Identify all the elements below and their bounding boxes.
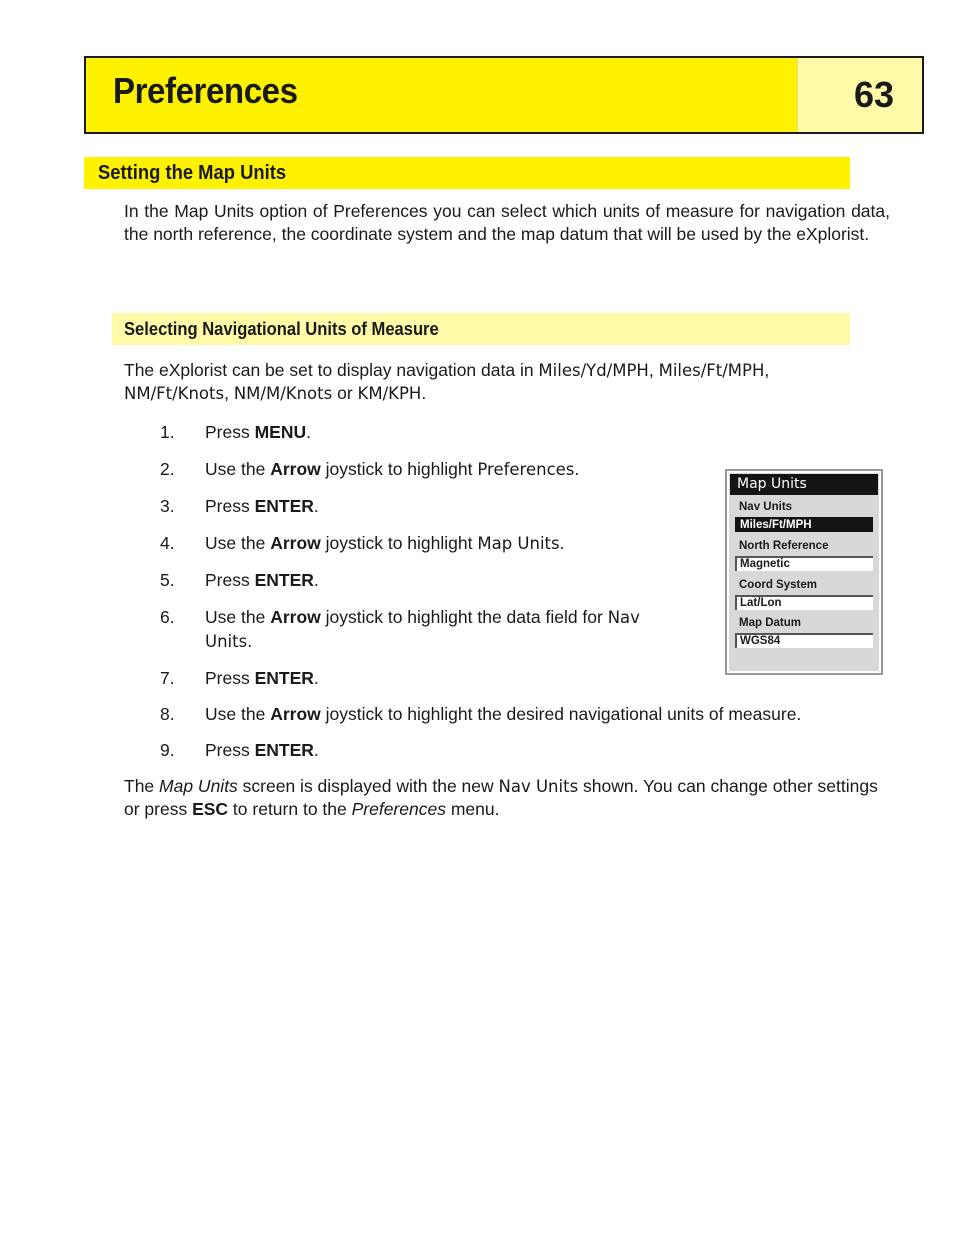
text: Press (205, 740, 255, 760)
coord-system-field[interactable]: Lat/Lon (735, 595, 873, 610)
step-number: 3. (160, 496, 175, 516)
step-number: 7. (160, 668, 175, 688)
text: , (224, 383, 234, 403)
key-name: ENTER (254, 668, 314, 688)
intro-paragraph: In the Map Units option of Preferences you can select which units of measure for navigation data, the north reference, the coordinate system and the map datum that will be used by the eXplorist. (124, 201, 890, 244)
north-reference-label: North Reference (739, 540, 829, 552)
text: . (421, 383, 427, 403)
text: . (313, 570, 319, 590)
text: . (574, 459, 580, 479)
text: shown. You can change other settings or press (124, 776, 878, 819)
key-name: Arrow (270, 459, 321, 479)
text: . (313, 668, 319, 688)
text: . (313, 496, 319, 516)
section-heading (84, 157, 850, 189)
map-datum-field[interactable]: WGS84 (735, 633, 873, 648)
map-datum-label: Map Datum (739, 617, 801, 629)
nav-units-label: Nav Units (739, 501, 793, 513)
coord-system-label: Coord System (739, 579, 817, 591)
unit-option: NM/Ft/Knots (124, 384, 225, 403)
nav-units-field[interactable]: Miles/Ft/MPH (735, 517, 873, 532)
text: . (559, 533, 565, 553)
unit-option: NM/M/Knots (233, 384, 333, 403)
text: Press (205, 570, 255, 590)
key-name: Arrow (270, 533, 321, 553)
key-name: ENTER (254, 496, 314, 516)
step-number: 6. (160, 607, 175, 627)
text: or (332, 383, 358, 403)
key-name: ENTER (254, 570, 314, 590)
subsection-heading (112, 313, 850, 345)
subsection-title: Selecting Navigational Units of Measure (124, 319, 439, 339)
key-name: Arrow (270, 704, 321, 724)
text: The (124, 776, 160, 796)
north-reference-field[interactable]: Magnetic (735, 556, 873, 571)
text: Use the (205, 533, 271, 553)
key-name: ESC (192, 799, 229, 819)
menu-name: Preferences (477, 460, 575, 479)
text: . (313, 740, 319, 760)
step-number: 2. (160, 459, 175, 479)
units-paragraph (124, 359, 890, 405)
text: Use the (205, 459, 271, 479)
page-title: Preferences (113, 70, 298, 111)
menu-name: Preferences (351, 799, 446, 819)
text: , (648, 360, 659, 380)
unit-option: KM/KPH (357, 384, 422, 403)
text: menu. (445, 799, 500, 819)
page-header (84, 56, 924, 134)
menu-name: Nav (607, 608, 640, 627)
result-paragraph (124, 775, 890, 821)
step-number: 8. (160, 704, 175, 724)
text: screen is displayed with the new (237, 776, 499, 796)
page-number: 63 (853, 74, 894, 115)
text: . (306, 422, 312, 442)
text: Use the (205, 704, 271, 724)
field-name: Nav Units (498, 777, 579, 796)
unit-option: Miles/Yd/MPH (538, 361, 649, 380)
key-name: MENU (254, 422, 307, 442)
unit-option: Miles/Ft/MPH (658, 361, 765, 380)
text: to return to the (228, 799, 352, 819)
text: Press (205, 496, 255, 516)
text: joystick to highlight the desired navigational units of measure. (320, 704, 802, 724)
page-number-box (797, 58, 922, 132)
step-number: 5. (160, 570, 175, 590)
device-screen (725, 469, 883, 675)
text: Press (205, 422, 255, 442)
step-number: 9. (160, 740, 175, 760)
menu-name: Map Units (477, 534, 560, 553)
menu-name: Units (205, 632, 248, 651)
text: Use the (205, 607, 271, 627)
text: joystick to highlight (320, 459, 478, 479)
text: joystick to highlight (320, 533, 478, 553)
text: The eXplorist can be set to display navigation data in (124, 360, 539, 380)
step-number: 4. (160, 533, 175, 553)
key-name: Arrow (270, 607, 321, 627)
text: joystick to highlight the data field for (320, 607, 608, 627)
text: Press (205, 668, 255, 688)
step-number: 1. (160, 422, 175, 442)
key-name: ENTER (254, 740, 314, 760)
device-screen-title: Map Units (730, 474, 878, 495)
screen-name: Map Units (159, 776, 238, 796)
text: . (247, 631, 253, 651)
section-title: Setting the Map Units (98, 162, 287, 184)
text: , (764, 360, 770, 380)
